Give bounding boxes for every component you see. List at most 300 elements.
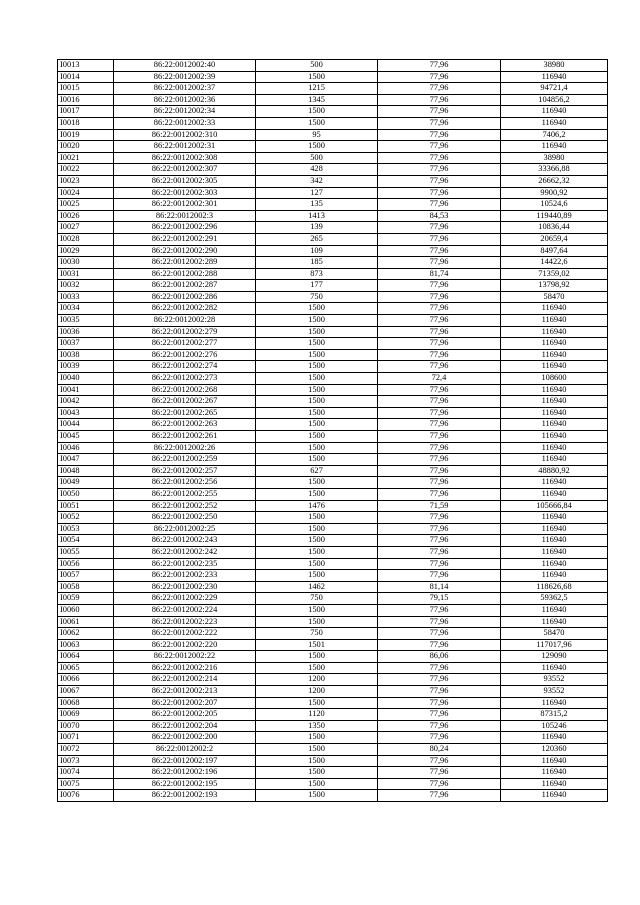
total-cell: 20659,4 xyxy=(501,233,608,245)
area-cell: 1500 xyxy=(256,349,378,361)
total-cell: 117017,96 xyxy=(501,639,608,651)
table-row xyxy=(58,152,608,164)
cadastral-number-cell: 86:22:0012002:235 xyxy=(114,558,256,570)
cadastral-number-cell: 86:22:0012002:28 xyxy=(114,315,256,327)
table-row xyxy=(58,616,608,628)
row-id-cell: I0072 xyxy=(58,744,114,756)
total-cell: 116940 xyxy=(501,790,608,802)
cadastral-number-cell: 86:22:0012002:233 xyxy=(114,570,256,582)
row-id-cell: I0043 xyxy=(58,407,114,419)
total-cell: 93552 xyxy=(501,674,608,686)
price-cell: 77,96 xyxy=(378,94,501,106)
price-cell: 77,96 xyxy=(378,686,501,698)
total-cell: 93552 xyxy=(501,686,608,698)
total-cell: 116940 xyxy=(501,778,608,790)
cadastral-number-cell: 86:22:0012002:289 xyxy=(114,257,256,269)
total-cell: 116940 xyxy=(501,117,608,129)
cadastral-number-cell: 86:22:0012002:267 xyxy=(114,396,256,408)
row-id-cell: I0038 xyxy=(58,349,114,361)
row-id-cell: I0047 xyxy=(58,454,114,466)
row-id-cell: I0057 xyxy=(58,570,114,582)
area-cell: 1200 xyxy=(256,674,378,686)
row-id-cell: I0073 xyxy=(58,755,114,767)
area-cell: 1500 xyxy=(256,732,378,744)
cadastral-number-cell: 86:22:0012002:222 xyxy=(114,628,256,640)
area-cell: 1500 xyxy=(256,570,378,582)
total-cell: 94721,4 xyxy=(501,83,608,95)
area-cell: 1413 xyxy=(256,210,378,222)
total-cell: 33366,88 xyxy=(501,164,608,176)
row-id-cell: I0033 xyxy=(58,291,114,303)
price-cell: 77,96 xyxy=(378,407,501,419)
total-cell: 116940 xyxy=(501,419,608,431)
table-row xyxy=(58,233,608,245)
row-id-cell: I0013 xyxy=(58,60,114,72)
price-cell: 77,96 xyxy=(378,709,501,721)
cadastral-number-cell: 86:22:0012002:291 xyxy=(114,233,256,245)
area-cell: 1500 xyxy=(256,697,378,709)
cadastral-number-cell: 86:22:0012002:197 xyxy=(114,755,256,767)
row-id-cell: I0023 xyxy=(58,175,114,187)
total-cell: 116940 xyxy=(501,396,608,408)
price-cell: 77,96 xyxy=(378,152,501,164)
price-cell: 77,96 xyxy=(378,280,501,292)
table-row xyxy=(58,210,608,222)
price-cell: 81,74 xyxy=(378,268,501,280)
table-row xyxy=(58,674,608,686)
row-id-cell: I0050 xyxy=(58,488,114,500)
price-cell: 77,96 xyxy=(378,720,501,732)
area-cell: 1500 xyxy=(256,407,378,419)
area-cell: 1500 xyxy=(256,419,378,431)
table-row xyxy=(58,187,608,199)
table-row xyxy=(58,106,608,118)
area-cell: 1500 xyxy=(256,71,378,83)
total-cell: 105246 xyxy=(501,720,608,732)
price-cell: 77,96 xyxy=(378,465,501,477)
cadastral-number-cell: 86:22:0012002:303 xyxy=(114,187,256,199)
cadastral-number-cell: 86:22:0012002:261 xyxy=(114,431,256,443)
total-cell: 116940 xyxy=(501,732,608,744)
total-cell: 129090 xyxy=(501,651,608,663)
total-cell: 14422,6 xyxy=(501,257,608,269)
table-row xyxy=(58,755,608,767)
table-row xyxy=(58,117,608,129)
area-cell: 1500 xyxy=(256,790,378,802)
table-row xyxy=(58,628,608,640)
price-cell: 77,96 xyxy=(378,338,501,350)
area-cell: 1500 xyxy=(256,303,378,315)
row-id-cell: I0051 xyxy=(58,500,114,512)
price-cell: 77,96 xyxy=(378,291,501,303)
price-cell: 77,96 xyxy=(378,674,501,686)
table-row xyxy=(58,488,608,500)
total-cell: 87315,2 xyxy=(501,709,608,721)
row-id-cell: I0056 xyxy=(58,558,114,570)
row-id-cell: I0027 xyxy=(58,222,114,234)
cadastral-number-cell: 86:22:0012002:288 xyxy=(114,268,256,280)
area-cell: 1501 xyxy=(256,639,378,651)
price-cell: 77,96 xyxy=(378,175,501,187)
area-cell: 1500 xyxy=(256,117,378,129)
price-cell: 79,15 xyxy=(378,593,501,605)
area-cell: 750 xyxy=(256,628,378,640)
total-cell: 108600 xyxy=(501,373,608,385)
area-cell: 1500 xyxy=(256,373,378,385)
total-cell: 58470 xyxy=(501,628,608,640)
area-cell: 1350 xyxy=(256,720,378,732)
cadastral-number-cell: 86:22:0012002:265 xyxy=(114,407,256,419)
table-row xyxy=(58,709,608,721)
total-cell: 118626,68 xyxy=(501,581,608,593)
area-cell: 1500 xyxy=(256,338,378,350)
cadastral-number-cell: 86:22:0012002:205 xyxy=(114,709,256,721)
row-id-cell: I0036 xyxy=(58,326,114,338)
price-cell: 77,96 xyxy=(378,71,501,83)
table-row xyxy=(58,431,608,443)
table-row xyxy=(58,454,608,466)
total-cell: 104856,2 xyxy=(501,94,608,106)
cadastral-number-cell: 86:22:0012002:230 xyxy=(114,581,256,593)
total-cell: 116940 xyxy=(501,662,608,674)
row-id-cell: I0022 xyxy=(58,164,114,176)
total-cell: 116940 xyxy=(501,442,608,454)
row-id-cell: I0034 xyxy=(58,303,114,315)
total-cell: 116940 xyxy=(501,477,608,489)
row-id-cell: I0044 xyxy=(58,419,114,431)
cadastral-number-cell: 86:22:0012002:26 xyxy=(114,442,256,454)
price-cell: 71,59 xyxy=(378,500,501,512)
area-cell: 135 xyxy=(256,199,378,211)
area-cell: 1500 xyxy=(256,384,378,396)
cadastral-number-cell: 86:22:0012002:3 xyxy=(114,210,256,222)
cadastral-number-cell: 86:22:0012002:307 xyxy=(114,164,256,176)
row-id-cell: I0016 xyxy=(58,94,114,106)
cadastral-number-cell: 86:22:0012002:257 xyxy=(114,465,256,477)
row-id-cell: I0053 xyxy=(58,523,114,535)
price-cell: 77,96 xyxy=(378,106,501,118)
table-row xyxy=(58,686,608,698)
row-id-cell: I0041 xyxy=(58,384,114,396)
area-cell: 500 xyxy=(256,152,378,164)
cadastral-number-cell: 86:22:0012002:308 xyxy=(114,152,256,164)
area-cell: 750 xyxy=(256,291,378,303)
row-id-cell: I0048 xyxy=(58,465,114,477)
total-cell: 10524,6 xyxy=(501,199,608,211)
cadastral-number-cell: 86:22:0012002:200 xyxy=(114,732,256,744)
price-cell: 77,96 xyxy=(378,732,501,744)
area-cell: 1500 xyxy=(256,106,378,118)
cadastral-number-cell: 86:22:0012002:220 xyxy=(114,639,256,651)
area-cell: 342 xyxy=(256,175,378,187)
row-id-cell: I0015 xyxy=(58,83,114,95)
table-row xyxy=(58,245,608,257)
price-cell: 86,06 xyxy=(378,651,501,663)
area-cell: 1500 xyxy=(256,755,378,767)
total-cell: 116940 xyxy=(501,697,608,709)
price-cell: 77,96 xyxy=(378,639,501,651)
area-cell: 873 xyxy=(256,268,378,280)
cadastral-number-cell: 86:22:0012002:263 xyxy=(114,419,256,431)
price-cell: 77,96 xyxy=(378,164,501,176)
total-cell: 116940 xyxy=(501,431,608,443)
cadastral-number-cell: 86:22:0012002:196 xyxy=(114,767,256,779)
row-id-cell: I0014 xyxy=(58,71,114,83)
cadastral-number-cell: 86:22:0012002:2 xyxy=(114,744,256,756)
table-row xyxy=(58,419,608,431)
table-row xyxy=(58,303,608,315)
total-cell: 38980 xyxy=(501,60,608,72)
cadastral-number-cell: 86:22:0012002:286 xyxy=(114,291,256,303)
price-cell: 77,96 xyxy=(378,790,501,802)
row-id-cell: I0020 xyxy=(58,141,114,153)
price-cell: 77,96 xyxy=(378,755,501,767)
price-cell: 77,96 xyxy=(378,477,501,489)
table-row xyxy=(58,732,608,744)
row-id-cell: I0037 xyxy=(58,338,114,350)
total-cell: 116940 xyxy=(501,558,608,570)
area-cell: 1500 xyxy=(256,546,378,558)
total-cell: 8497,64 xyxy=(501,245,608,257)
price-cell: 77,96 xyxy=(378,326,501,338)
cadastral-number-cell: 86:22:0012002:273 xyxy=(114,373,256,385)
price-cell: 77,96 xyxy=(378,662,501,674)
land-plot-table xyxy=(57,59,608,802)
table-row xyxy=(58,465,608,477)
area-cell: 1500 xyxy=(256,326,378,338)
price-cell: 77,96 xyxy=(378,199,501,211)
cadastral-number-cell: 86:22:0012002:22 xyxy=(114,651,256,663)
total-cell: 105666,84 xyxy=(501,500,608,512)
row-id-cell: I0067 xyxy=(58,686,114,698)
row-id-cell: I0030 xyxy=(58,257,114,269)
price-cell: 77,96 xyxy=(378,257,501,269)
cadastral-number-cell: 86:22:0012002:279 xyxy=(114,326,256,338)
cadastral-number-cell: 86:22:0012002:301 xyxy=(114,199,256,211)
area-cell: 1500 xyxy=(256,662,378,674)
table-row xyxy=(58,442,608,454)
area-cell: 1500 xyxy=(256,744,378,756)
row-id-cell: I0070 xyxy=(58,720,114,732)
area-cell: 127 xyxy=(256,187,378,199)
price-cell: 77,96 xyxy=(378,419,501,431)
price-cell: 77,96 xyxy=(378,558,501,570)
total-cell: 59362,5 xyxy=(501,593,608,605)
total-cell: 48880,92 xyxy=(501,465,608,477)
cadastral-number-cell: 86:22:0012002:37 xyxy=(114,83,256,95)
cadastral-number-cell: 86:22:0012002:242 xyxy=(114,546,256,558)
total-cell: 116940 xyxy=(501,106,608,118)
table-row xyxy=(58,94,608,106)
total-cell: 116940 xyxy=(501,326,608,338)
total-cell: 10836,44 xyxy=(501,222,608,234)
price-cell: 77,96 xyxy=(378,570,501,582)
table-row xyxy=(58,71,608,83)
table-row xyxy=(58,291,608,303)
table-row xyxy=(58,570,608,582)
table-row xyxy=(58,175,608,187)
cadastral-number-cell: 86:22:0012002:277 xyxy=(114,338,256,350)
row-id-cell: I0071 xyxy=(58,732,114,744)
table-row xyxy=(58,778,608,790)
row-id-cell: I0059 xyxy=(58,593,114,605)
row-id-cell: I0068 xyxy=(58,697,114,709)
price-cell: 77,96 xyxy=(378,117,501,129)
price-cell: 77,96 xyxy=(378,129,501,141)
row-id-cell: I0074 xyxy=(58,767,114,779)
table-row xyxy=(58,697,608,709)
row-id-cell: I0052 xyxy=(58,512,114,524)
table-row xyxy=(58,60,608,72)
area-cell: 1500 xyxy=(256,141,378,153)
price-cell: 77,96 xyxy=(378,315,501,327)
area-cell: 1500 xyxy=(256,604,378,616)
cadastral-number-cell: 86:22:0012002:204 xyxy=(114,720,256,732)
total-cell: 7406,2 xyxy=(501,129,608,141)
cadastral-number-cell: 86:22:0012002:243 xyxy=(114,535,256,547)
area-cell: 750 xyxy=(256,593,378,605)
total-cell: 116940 xyxy=(501,384,608,396)
area-cell: 177 xyxy=(256,280,378,292)
table-row xyxy=(58,199,608,211)
cadastral-number-cell: 86:22:0012002:252 xyxy=(114,500,256,512)
area-cell: 109 xyxy=(256,245,378,257)
table-row xyxy=(58,639,608,651)
table-row xyxy=(58,315,608,327)
row-id-cell: I0076 xyxy=(58,790,114,802)
table-row xyxy=(58,604,608,616)
price-cell: 77,96 xyxy=(378,488,501,500)
row-id-cell: I0040 xyxy=(58,373,114,385)
table-row xyxy=(58,651,608,663)
price-cell: 72,4 xyxy=(378,373,501,385)
area-cell: 95 xyxy=(256,129,378,141)
total-cell: 119440,89 xyxy=(501,210,608,222)
row-id-cell: I0055 xyxy=(58,546,114,558)
price-cell: 77,96 xyxy=(378,535,501,547)
cadastral-number-cell: 86:22:0012002:296 xyxy=(114,222,256,234)
price-cell: 77,96 xyxy=(378,245,501,257)
total-cell: 116940 xyxy=(501,767,608,779)
area-cell: 1500 xyxy=(256,396,378,408)
area-cell: 1200 xyxy=(256,686,378,698)
area-cell: 1500 xyxy=(256,512,378,524)
price-cell: 77,96 xyxy=(378,349,501,361)
area-cell: 1500 xyxy=(256,442,378,454)
total-cell: 26662,32 xyxy=(501,175,608,187)
table-row xyxy=(58,535,608,547)
total-cell: 116940 xyxy=(501,546,608,558)
area-cell: 1500 xyxy=(256,315,378,327)
table-row xyxy=(58,141,608,153)
price-cell: 77,96 xyxy=(378,431,501,443)
total-cell: 116940 xyxy=(501,570,608,582)
price-cell: 77,96 xyxy=(378,523,501,535)
cadastral-number-cell: 86:22:0012002:34 xyxy=(114,106,256,118)
row-id-cell: I0028 xyxy=(58,233,114,245)
table-row xyxy=(58,662,608,674)
table-row xyxy=(58,268,608,280)
row-id-cell: I0029 xyxy=(58,245,114,257)
table-row xyxy=(58,373,608,385)
total-cell: 116940 xyxy=(501,303,608,315)
area-cell: 1500 xyxy=(256,454,378,466)
price-cell: 81,14 xyxy=(378,581,501,593)
total-cell: 116940 xyxy=(501,454,608,466)
cadastral-number-cell: 86:22:0012002:39 xyxy=(114,71,256,83)
total-cell: 71359,02 xyxy=(501,268,608,280)
cadastral-number-cell: 86:22:0012002:33 xyxy=(114,117,256,129)
price-cell: 77,96 xyxy=(378,361,501,373)
area-cell: 1500 xyxy=(256,778,378,790)
price-cell: 77,96 xyxy=(378,616,501,628)
cadastral-number-cell: 86:22:0012002:223 xyxy=(114,616,256,628)
table-row xyxy=(58,720,608,732)
area-cell: 1500 xyxy=(256,488,378,500)
area-cell: 428 xyxy=(256,164,378,176)
total-cell: 120360 xyxy=(501,744,608,756)
cadastral-number-cell: 86:22:0012002:310 xyxy=(114,129,256,141)
row-id-cell: I0039 xyxy=(58,361,114,373)
price-cell: 77,96 xyxy=(378,60,501,72)
table-row xyxy=(58,384,608,396)
total-cell: 116940 xyxy=(501,512,608,524)
total-cell: 116940 xyxy=(501,338,608,350)
price-cell: 77,96 xyxy=(378,303,501,315)
price-cell: 77,96 xyxy=(378,628,501,640)
cadastral-number-cell: 86:22:0012002:287 xyxy=(114,280,256,292)
cadastral-number-cell: 86:22:0012002:25 xyxy=(114,523,256,535)
area-cell: 1500 xyxy=(256,616,378,628)
cadastral-number-cell: 86:22:0012002:213 xyxy=(114,686,256,698)
cadastral-number-cell: 86:22:0012002:193 xyxy=(114,790,256,802)
area-cell: 1500 xyxy=(256,558,378,570)
row-id-cell: I0024 xyxy=(58,187,114,199)
table-body xyxy=(58,60,608,802)
total-cell: 13798,92 xyxy=(501,280,608,292)
row-id-cell: I0054 xyxy=(58,535,114,547)
table-row xyxy=(58,581,608,593)
row-id-cell: I0046 xyxy=(58,442,114,454)
cadastral-number-cell: 86:22:0012002:305 xyxy=(114,175,256,187)
area-cell: 1500 xyxy=(256,523,378,535)
row-id-cell: I0066 xyxy=(58,674,114,686)
area-cell: 185 xyxy=(256,257,378,269)
row-id-cell: I0035 xyxy=(58,315,114,327)
row-id-cell: I0058 xyxy=(58,581,114,593)
row-id-cell: I0021 xyxy=(58,152,114,164)
price-cell: 77,96 xyxy=(378,604,501,616)
area-cell: 265 xyxy=(256,233,378,245)
cadastral-number-cell: 86:22:0012002:255 xyxy=(114,488,256,500)
row-id-cell: I0075 xyxy=(58,778,114,790)
table-row xyxy=(58,129,608,141)
row-id-cell: I0062 xyxy=(58,628,114,640)
area-cell: 1345 xyxy=(256,94,378,106)
total-cell: 116940 xyxy=(501,141,608,153)
table-row xyxy=(58,349,608,361)
area-cell: 1500 xyxy=(256,431,378,443)
price-cell: 77,96 xyxy=(378,396,501,408)
price-cell: 77,96 xyxy=(378,83,501,95)
table-row xyxy=(58,558,608,570)
cadastral-number-cell: 86:22:0012002:31 xyxy=(114,141,256,153)
row-id-cell: I0069 xyxy=(58,709,114,721)
table-row xyxy=(58,361,608,373)
total-cell: 116940 xyxy=(501,315,608,327)
price-cell: 77,96 xyxy=(378,233,501,245)
cadastral-number-cell: 86:22:0012002:224 xyxy=(114,604,256,616)
